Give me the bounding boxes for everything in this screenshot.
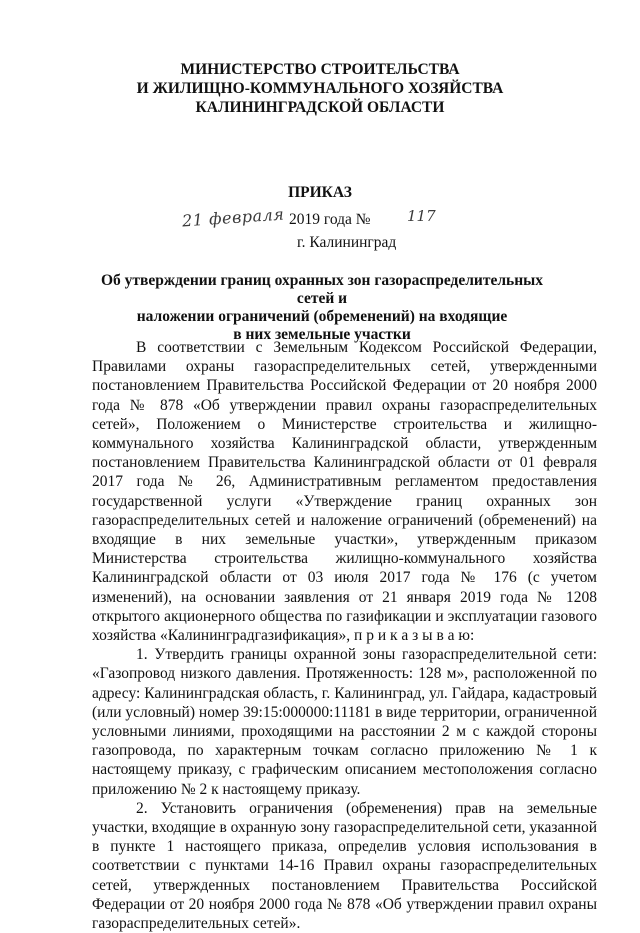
handwritten-order-number: 117 bbox=[407, 207, 436, 225]
order-subject bbox=[92, 272, 552, 344]
subject-line2: наложении ограничений (обременений) на входящие bbox=[136, 308, 508, 325]
order-year-number-label: 2019 года № bbox=[289, 211, 371, 228]
body-paragraph-item-2: 2. Установить ограничения (обременения) прав на земельные участки, входящие в охранную зону газораспределительной сети, указанной в пункте 1 настоящего приказа, определив условия использования в соответствии с пунктами 14-16 Правил охраны газораспределительных сетей, утвержденных постановлением Правительства Российской Федерации от 20 ноября 2000 года № 878 «Об утверждении правил охраны газораспределительных сетей». bbox=[92, 799, 597, 933]
ministry-header-line3: КАЛИНИНГРАДСКОЙ ОБЛАСТИ bbox=[195, 99, 445, 116]
order-date-line bbox=[181, 204, 482, 235]
subject-line3: в них земельные участки bbox=[233, 326, 411, 343]
subject-line1: Об утверждении границ охранных зон газораспределительных сетей и bbox=[100, 272, 544, 307]
ministry-header-line2: И ЖИЛИЩНО-КОММУНАЛЬНОГО ХОЗЯЙСТВА bbox=[136, 80, 504, 97]
order-city: г. Калининград bbox=[297, 234, 397, 251]
body-paragraph-preamble: В соответствии с Земельным Кодексом Российской Федерации, Правилами охраны газораспределительных сетей, утвержденными постановлением Правительства Российской Федерации от 20 ноября 2000 года № 878 «Об утверждении правил охраны газораспределительных сетей», Положением о Министерстве строительства и жилищно-коммунального хозяйства Калининградской области, утвержденным постановлением Правительства Калининградской области от 01 февраля 2017 года № 26, Административным регламентом предоставления государственной услуги «Утверждение границ охранных зон газораспределительных сетей и наложение ограничений (обременений) на входящие в них земельные участки», утвержденным приказом Министерства строительства жилищно-коммунального хозяйства Калининградской области от 03 июля 2017 года № 176 (с учетом изменений), на основании заявления от 21 января 2019 года № 1208 открытого акционерного общества по газификации и эксплуатации газового хозяйства «Калининградгазификация», п р и к а з ы в а ю: bbox=[92, 339, 597, 645]
order-body bbox=[92, 338, 597, 933]
ministry-header bbox=[0, 60, 640, 117]
body-paragraph-item-1: 1. Утвердить границы охранной зоны газораспределительной сети: «Газопровод низкого давления. Протяженность: 128 м», расположенной по адресу: Калининградская область, г. Калининград, ул. Гайдара, кадастровый (или условный) номер 39:15:000000:11181 в виде территории, ограниченной условными линиями, проходящими на расстоянии 2 м с каждой стороны газопровода, по характерным точкам согласно приложению № 1 к настоящему приказу, с графическим описанием местоположения согласно приложению № 2 к настоящему приказу. bbox=[92, 646, 597, 798]
handwritten-date: 21 февраля bbox=[181, 204, 285, 231]
order-title: ПРИКАЗ bbox=[288, 184, 352, 201]
ministry-header-line1: МИНИСТЕРСТВО СТРОИТЕЛЬСТВА bbox=[180, 61, 460, 78]
